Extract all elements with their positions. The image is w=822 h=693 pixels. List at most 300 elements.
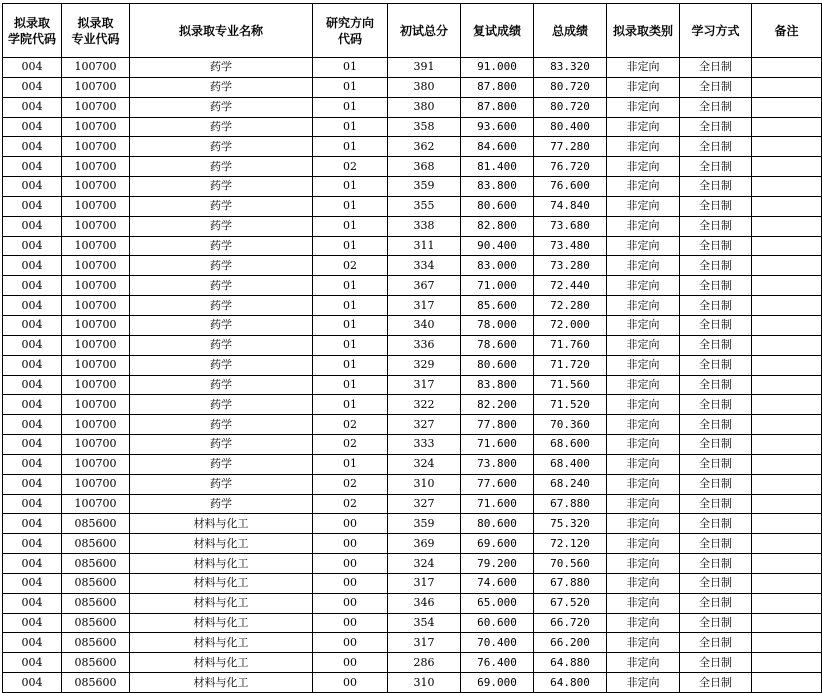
table-row [3,375,822,395]
retest-score-cell: 76.400 [461,653,534,673]
retest-score-cell: 90.400 [461,236,534,256]
retest-score-cell: 83.800 [461,375,534,395]
study-mode-cell: 全日制 [680,315,752,335]
college-code-cell: 004 [3,474,62,494]
college-code-cell: 004 [3,236,62,256]
admission-type-cell: 非定向 [607,633,680,653]
header-initial-score: 初试总分 [388,4,461,58]
total-score-cell: 76.600 [534,177,607,197]
major-name-cell: 材料与化工 [130,613,313,633]
total-score-cell: 71.720 [534,355,607,375]
retest-score-cell: 74.600 [461,573,534,593]
college-code-cell: 004 [3,157,62,177]
total-score-cell: 64.800 [534,673,607,693]
table-row [3,494,822,514]
admission-type-cell: 非定向 [607,514,680,534]
major-code-cell: 100700 [62,474,130,494]
remarks-cell [752,554,822,574]
study-mode-cell: 全日制 [680,593,752,613]
major-code-cell: 100700 [62,335,130,355]
total-score-cell: 66.720 [534,613,607,633]
remarks-cell [752,415,822,435]
admission-type-cell: 非定向 [607,58,680,78]
header-study-mode: 学习方式 [680,4,752,58]
remarks-cell [752,256,822,276]
direction-code-cell: 02 [313,494,388,514]
major-name-cell: 材料与化工 [130,633,313,653]
initial-score-cell: 317 [388,375,461,395]
direction-code-cell: 00 [313,514,388,534]
initial-score-cell: 380 [388,77,461,97]
table-row [3,593,822,613]
major-code-cell: 100700 [62,236,130,256]
remarks-cell [752,633,822,653]
initial-score-cell: 329 [388,355,461,375]
retest-score-cell: 83.800 [461,177,534,197]
table-row [3,236,822,256]
direction-code-cell: 01 [313,296,388,316]
major-code-cell: 100700 [62,117,130,137]
study-mode-cell: 全日制 [680,137,752,157]
admission-type-cell: 非定向 [607,276,680,296]
total-score-cell: 72.280 [534,296,607,316]
direction-code-cell: 00 [313,613,388,633]
initial-score-cell: 322 [388,395,461,415]
table-row [3,573,822,593]
initial-score-cell: 311 [388,236,461,256]
remarks-cell [752,335,822,355]
admission-type-cell: 非定向 [607,256,680,276]
retest-score-cell: 71.600 [461,435,534,455]
major-name-cell: 药学 [130,236,313,256]
total-score-cell: 80.720 [534,97,607,117]
college-code-cell: 004 [3,117,62,137]
total-score-cell: 76.720 [534,157,607,177]
college-code-cell: 004 [3,633,62,653]
table-row [3,137,822,157]
admission-type-cell: 非定向 [607,474,680,494]
retest-score-cell: 91.000 [461,58,534,78]
remarks-cell [752,573,822,593]
initial-score-cell: 310 [388,673,461,693]
total-score-cell: 72.120 [534,534,607,554]
direction-code-cell: 01 [313,58,388,78]
major-code-cell: 100700 [62,276,130,296]
major-name-cell: 材料与化工 [130,514,313,534]
direction-code-cell: 01 [313,196,388,216]
initial-score-cell: 286 [388,653,461,673]
initial-score-cell: 362 [388,137,461,157]
study-mode-cell: 全日制 [680,335,752,355]
major-code-cell: 085600 [62,653,130,673]
major-name-cell: 材料与化工 [130,573,313,593]
major-code-cell: 100700 [62,216,130,236]
major-code-cell: 085600 [62,514,130,534]
remarks-cell [752,97,822,117]
table-row [3,177,822,197]
college-code-cell: 004 [3,196,62,216]
table-row [3,335,822,355]
total-score-cell: 70.360 [534,415,607,435]
initial-score-cell: 324 [388,554,461,574]
study-mode-cell: 全日制 [680,355,752,375]
college-code-cell: 004 [3,216,62,236]
initial-score-cell: 380 [388,97,461,117]
total-score-cell: 68.240 [534,474,607,494]
college-code-cell: 004 [3,335,62,355]
header-admission-type: 拟录取类别 [607,4,680,58]
retest-score-cell: 80.600 [461,196,534,216]
initial-score-cell: 367 [388,276,461,296]
major-code-cell: 085600 [62,593,130,613]
major-code-cell: 100700 [62,256,130,276]
study-mode-cell: 全日制 [680,395,752,415]
table-row [3,415,822,435]
remarks-cell [752,454,822,474]
direction-code-cell: 01 [313,395,388,415]
direction-code-cell: 00 [313,573,388,593]
total-score-cell: 66.200 [534,633,607,653]
remarks-cell [752,474,822,494]
major-name-cell: 药学 [130,117,313,137]
admission-type-cell: 非定向 [607,415,680,435]
admission-type-cell: 非定向 [607,137,680,157]
major-name-cell: 药学 [130,454,313,474]
major-code-cell: 085600 [62,633,130,653]
total-score-cell: 71.560 [534,375,607,395]
major-name-cell: 药学 [130,335,313,355]
initial-score-cell: 346 [388,593,461,613]
header-total-score: 总成绩 [534,4,607,58]
college-code-cell: 004 [3,613,62,633]
table-row [3,216,822,236]
study-mode-cell: 全日制 [680,177,752,197]
retest-score-cell: 70.400 [461,633,534,653]
major-code-cell: 100700 [62,58,130,78]
college-code-cell: 004 [3,653,62,673]
table-row [3,256,822,276]
study-mode-cell: 全日制 [680,58,752,78]
initial-score-cell: 359 [388,177,461,197]
direction-code-cell: 00 [313,633,388,653]
retest-score-cell: 84.600 [461,137,534,157]
admission-type-cell: 非定向 [607,395,680,415]
initial-score-cell: 355 [388,196,461,216]
direction-code-cell: 02 [313,256,388,276]
study-mode-cell: 全日制 [680,196,752,216]
major-name-cell: 药学 [130,256,313,276]
direction-code-cell: 01 [313,77,388,97]
admission-type-cell: 非定向 [607,117,680,137]
retest-score-cell: 81.400 [461,157,534,177]
major-name-cell: 药学 [130,474,313,494]
major-name-cell: 药学 [130,157,313,177]
initial-score-cell: 391 [388,58,461,78]
initial-score-cell: 327 [388,415,461,435]
admission-type-cell: 非定向 [607,236,680,256]
initial-score-cell: 324 [388,454,461,474]
major-code-cell: 085600 [62,613,130,633]
college-code-cell: 004 [3,593,62,613]
remarks-cell [752,395,822,415]
college-code-cell: 004 [3,415,62,435]
study-mode-cell: 全日制 [680,256,752,276]
major-code-cell: 100700 [62,435,130,455]
study-mode-cell: 全日制 [680,573,752,593]
admission-type-cell: 非定向 [607,653,680,673]
direction-code-cell: 02 [313,157,388,177]
major-code-cell: 100700 [62,494,130,514]
study-mode-cell: 全日制 [680,276,752,296]
admission-type-cell: 非定向 [607,435,680,455]
retest-score-cell: 78.600 [461,335,534,355]
retest-score-cell: 60.600 [461,613,534,633]
admission-type-cell: 非定向 [607,593,680,613]
remarks-cell [752,514,822,534]
retest-score-cell: 82.200 [461,395,534,415]
header-major-code: 拟录取 专业代码 [62,4,130,58]
major-name-cell: 药学 [130,494,313,514]
remarks-cell [752,534,822,554]
major-code-cell: 100700 [62,97,130,117]
table-row [3,633,822,653]
major-code-cell: 085600 [62,573,130,593]
remarks-cell [752,435,822,455]
retest-score-cell: 71.000 [461,276,534,296]
remarks-cell [752,216,822,236]
direction-code-cell: 01 [313,355,388,375]
major-code-cell: 100700 [62,395,130,415]
remarks-cell [752,276,822,296]
study-mode-cell: 全日制 [680,157,752,177]
major-code-cell: 085600 [62,534,130,554]
direction-code-cell: 00 [313,554,388,574]
remarks-cell [752,177,822,197]
direction-code-cell: 01 [313,236,388,256]
table-row [3,315,822,335]
study-mode-cell: 全日制 [680,77,752,97]
study-mode-cell: 全日制 [680,673,752,693]
study-mode-cell: 全日制 [680,613,752,633]
admission-type-cell: 非定向 [607,573,680,593]
study-mode-cell: 全日制 [680,375,752,395]
table-row [3,514,822,534]
college-code-cell: 004 [3,355,62,375]
table-row [3,296,822,316]
study-mode-cell: 全日制 [680,454,752,474]
initial-score-cell: 358 [388,117,461,137]
initial-score-cell: 333 [388,435,461,455]
major-name-cell: 药学 [130,355,313,375]
initial-score-cell: 359 [388,514,461,534]
major-name-cell: 药学 [130,177,313,197]
total-score-cell: 68.600 [534,435,607,455]
major-name-cell: 材料与化工 [130,534,313,554]
college-code-cell: 004 [3,177,62,197]
major-code-cell: 100700 [62,177,130,197]
retest-score-cell: 77.600 [461,474,534,494]
major-code-cell: 100700 [62,375,130,395]
total-score-cell: 73.280 [534,256,607,276]
retest-score-cell: 69.000 [461,673,534,693]
initial-score-cell: 368 [388,157,461,177]
study-mode-cell: 全日制 [680,554,752,574]
total-score-cell: 68.400 [534,454,607,474]
study-mode-cell: 全日制 [680,494,752,514]
major-code-cell: 085600 [62,554,130,574]
table-row [3,355,822,375]
retest-score-cell: 93.600 [461,117,534,137]
initial-score-cell: 369 [388,534,461,554]
major-name-cell: 药学 [130,137,313,157]
total-score-cell: 80.400 [534,117,607,137]
college-code-cell: 004 [3,435,62,455]
major-name-cell: 药学 [130,415,313,435]
admission-type-cell: 非定向 [607,355,680,375]
admission-type-cell: 非定向 [607,554,680,574]
remarks-cell [752,196,822,216]
major-code-cell: 100700 [62,296,130,316]
total-score-cell: 67.520 [534,593,607,613]
study-mode-cell: 全日制 [680,474,752,494]
major-name-cell: 药学 [130,395,313,415]
college-code-cell: 004 [3,58,62,78]
major-code-cell: 100700 [62,196,130,216]
college-code-cell: 004 [3,395,62,415]
study-mode-cell: 全日制 [680,514,752,534]
header-major-name: 拟录取专业名称 [130,4,313,58]
remarks-cell [752,77,822,97]
retest-score-cell: 87.800 [461,77,534,97]
college-code-cell: 004 [3,573,62,593]
admission-type-cell: 非定向 [607,454,680,474]
major-name-cell: 药学 [130,58,313,78]
college-code-cell: 004 [3,494,62,514]
college-code-cell: 004 [3,296,62,316]
initial-score-cell: 354 [388,613,461,633]
remarks-cell [752,296,822,316]
table-row [3,534,822,554]
major-name-cell: 材料与化工 [130,554,313,574]
table-row [3,97,822,117]
total-score-cell: 67.880 [534,494,607,514]
college-code-cell: 004 [3,137,62,157]
study-mode-cell: 全日制 [680,534,752,554]
major-name-cell: 药学 [130,435,313,455]
table-row [3,653,822,673]
header-remarks: 备注 [752,4,822,58]
table-row [3,395,822,415]
major-name-cell: 材料与化工 [130,673,313,693]
direction-code-cell: 00 [313,534,388,554]
direction-code-cell: 01 [313,375,388,395]
total-score-cell: 83.320 [534,58,607,78]
study-mode-cell: 全日制 [680,653,752,673]
admission-type-cell: 非定向 [607,157,680,177]
table-row [3,117,822,137]
remarks-cell [752,315,822,335]
remarks-cell [752,613,822,633]
major-name-cell: 药学 [130,296,313,316]
table-row [3,435,822,455]
retest-score-cell: 80.600 [461,514,534,534]
initial-score-cell: 317 [388,573,461,593]
college-code-cell: 004 [3,315,62,335]
table-row [3,77,822,97]
admission-table-container [2,3,822,693]
total-score-cell: 72.440 [534,276,607,296]
study-mode-cell: 全日制 [680,435,752,455]
total-score-cell: 74.840 [534,196,607,216]
direction-code-cell: 01 [313,137,388,157]
study-mode-cell: 全日制 [680,296,752,316]
direction-code-cell: 01 [313,97,388,117]
table-row [3,613,822,633]
remarks-cell [752,494,822,514]
initial-score-cell: 327 [388,494,461,514]
direction-code-cell: 01 [313,315,388,335]
header-retest-score: 复试成绩 [461,4,534,58]
major-code-cell: 100700 [62,315,130,335]
college-code-cell: 004 [3,97,62,117]
admission-table [2,3,822,693]
admission-type-cell: 非定向 [607,534,680,554]
study-mode-cell: 全日制 [680,97,752,117]
header-college-code: 拟录取 学院代码 [3,4,62,58]
direction-code-cell: 02 [313,415,388,435]
table-row [3,276,822,296]
initial-score-cell: 310 [388,474,461,494]
initial-score-cell: 336 [388,335,461,355]
retest-score-cell: 85.600 [461,296,534,316]
major-name-cell: 药学 [130,77,313,97]
college-code-cell: 004 [3,514,62,534]
direction-code-cell: 01 [313,335,388,355]
remarks-cell [752,653,822,673]
major-name-cell: 药学 [130,196,313,216]
college-code-cell: 004 [3,256,62,276]
major-code-cell: 100700 [62,454,130,474]
major-code-cell: 100700 [62,157,130,177]
major-code-cell: 100700 [62,415,130,435]
remarks-cell [752,137,822,157]
header-row [3,4,822,58]
admission-type-cell: 非定向 [607,673,680,693]
total-score-cell: 73.480 [534,236,607,256]
admission-type-cell: 非定向 [607,177,680,197]
table-row [3,196,822,216]
table-row [3,554,822,574]
direction-code-cell: 01 [313,216,388,236]
table-row [3,474,822,494]
remarks-cell [752,673,822,693]
remarks-cell [752,355,822,375]
admission-type-cell: 非定向 [607,494,680,514]
study-mode-cell: 全日制 [680,415,752,435]
remarks-cell [752,157,822,177]
major-name-cell: 药学 [130,216,313,236]
total-score-cell: 75.320 [534,514,607,534]
college-code-cell: 004 [3,673,62,693]
admission-type-cell: 非定向 [607,296,680,316]
direction-code-cell: 00 [313,653,388,673]
total-score-cell: 67.880 [534,573,607,593]
admission-type-cell: 非定向 [607,216,680,236]
retest-score-cell: 80.600 [461,355,534,375]
admission-type-cell: 非定向 [607,375,680,395]
table-row [3,673,822,693]
retest-score-cell: 83.000 [461,256,534,276]
